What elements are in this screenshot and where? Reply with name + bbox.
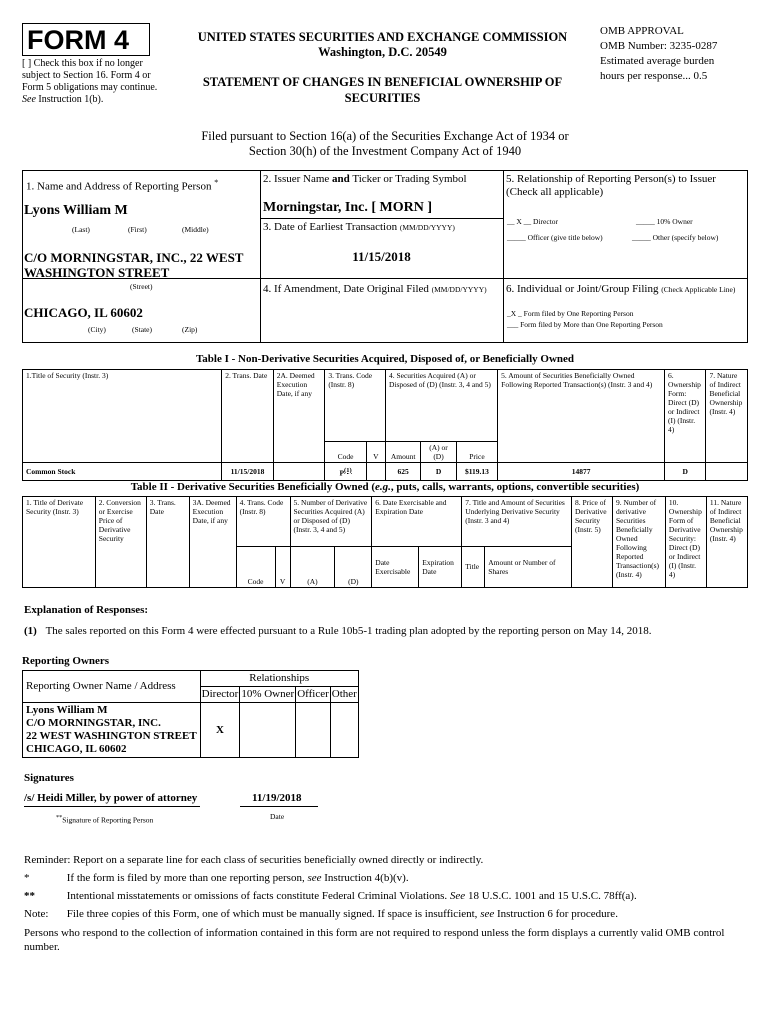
t2-h-date: 3. Trans. Date: [146, 497, 189, 588]
reporting-owners-table: [22, 670, 359, 758]
omb-approval-box: OMB APPROVAL OMB Number: 3235-0287 Estimated average burden hours per response... 0.5: [600, 25, 718, 82]
owner-address: Lyons William M C/O MORNINGSTAR, INC. 22 WEST WASHINGTON STREET CHICAGO, IL 60602: [23, 703, 201, 758]
persons-notice: Persons who respond to the collection of information contained in this form are not required to respond unless the form displays a currently valid OMB control number.: [24, 927, 725, 953]
table1-title: Table I - Non-Derivative Securities Acquired, Disposed of, or Beneficially Owned: [195, 353, 575, 365]
t1-h-title: 1.Title of Security (Instr. 3): [23, 370, 222, 463]
t1-h-form: 6. Ownership Form: Direct (D) or Indirect (I) (Instr. 4): [665, 370, 706, 463]
t2-h-code-sub: Code: [236, 546, 275, 587]
t2-h-nature: 11. Nature of Indirect Beneficial Ownership (Instr. 4): [706, 497, 747, 588]
t2-h-a: (A): [290, 546, 335, 587]
street-address: C/O MORNINGSTAR, INC., 22 WEST WASHINGTON STREET: [24, 250, 244, 280]
ten-pct-owner-checkbox: _____ 10% Owner: [636, 217, 693, 226]
form-title: FORM 4: [27, 25, 130, 55]
t2-h-title: 1. Title of Derivate Security (Instr. 3): [23, 497, 96, 588]
zip-label: (Zip): [182, 325, 198, 334]
t2-h-expiration: Expiration Date: [419, 546, 462, 587]
box3-label: 3. Date of Earliest Transaction (MM/DD/YYYY): [263, 221, 455, 233]
signature-date: 11/19/2018: [252, 792, 302, 804]
multi-person-filing: ___ Form filed by More than One Reporting Person: [507, 320, 663, 329]
relationships-header: Relationships: [200, 671, 358, 687]
t2-h-beneficial: 9. Number of derivative Securities Beneficially Owned Following Reported Transaction(s) (Instr. 4): [612, 497, 665, 588]
table-row: [23, 703, 359, 758]
other-checkbox: _____ Other (specify below): [632, 233, 719, 242]
t1-owned: 14877: [498, 463, 665, 481]
director-mark: X: [200, 703, 240, 758]
t1-trans-date: 11/15/2018: [222, 463, 274, 481]
issuer-name: Morningstar, Inc. [ MORN ]: [263, 200, 433, 215]
statement-title: STATEMENT OF CHANGES IN BENEFICIAL OWNERSHIP OF SECURITIES: [202, 75, 563, 105]
ten-pct-header: 10% Owner: [240, 687, 296, 703]
signature-label: **Signature of Reporting Person: [56, 814, 154, 825]
box4-label: 4. If Amendment, Date Original Filed (MM/DD/YYYY): [263, 283, 487, 295]
t1-h-code-sub: Code: [325, 442, 366, 463]
city-address: CHICAGO, IL 60602: [24, 305, 143, 320]
one-person-filing: _X _ Form filed by One Reporting Person: [507, 309, 634, 318]
street-label: (Street): [130, 282, 153, 291]
form-title-box: [22, 23, 150, 56]
t1-security-title: Common Stock: [23, 463, 222, 481]
t2-h-price: 8. Price of Derivative Security (Instr. 5): [571, 497, 612, 588]
t1-h-date: 2. Trans. Date: [222, 370, 274, 463]
t1-trans-code: $P^{(1)}$: [325, 463, 366, 481]
middle-label: (Middle): [182, 225, 209, 234]
t2-h-code: 4. Trans. Code (Instr. 8): [236, 497, 290, 547]
t1-h-deemed: 2A. Deemed Execution Date, if any: [273, 370, 325, 463]
t2-h-v: V: [275, 546, 290, 587]
signatures-heading: Signatures: [24, 772, 74, 784]
city-label: (City): [88, 325, 106, 334]
explanation-heading: Explanation of Responses:: [24, 604, 149, 616]
t1-form: D: [665, 463, 706, 481]
double-star-note: ** Intentional misstatements or omissions of facts constitute Federal Criminal Violations. See 18 U.S.C. 1001 and 15 U.S.C. 78ff(a).: [24, 890, 637, 902]
officer-header: Officer: [296, 687, 331, 703]
t1-h-price: Price: [456, 442, 497, 463]
t2-h-deemed: 3A. Deemed Execution Date, if any: [189, 497, 236, 588]
state-label: (State): [132, 325, 152, 334]
reporting-owners-heading: Reporting Owners: [22, 655, 110, 667]
t1-h-aord: (A) or (D): [421, 442, 456, 463]
t1-h-owned: 5. Amount of Securities Beneficially Owned Following Reported Transaction(s) (Instr. 3 and 4): [498, 370, 665, 463]
star-note: * If the form is filed by more than one reporting person, see Instruction 4(b)(v).: [24, 872, 409, 884]
earliest-transaction-date: 11/15/2018: [352, 249, 411, 264]
table-row: [23, 463, 748, 481]
box2-label: 2. Issuer Name and Ticker or Trading Symbol: [263, 173, 467, 185]
officer-checkbox: _____ Officer (give title below): [507, 233, 603, 242]
footnote-1: (1) The sales reported on this Form 4 were effected pursuant to a Rule 10b5-1 trading plan adopted by the reporting person on May 14, 2018.: [24, 625, 652, 637]
agency-name: UNITED STATES SECURITIES AND EXCHANGE COMMISSION Washington, D.C. 20549: [197, 30, 568, 59]
box5-label: 5. Relationship of Reporting Person(s) to Issuer (Check all applicable): [506, 173, 716, 198]
footnote-link[interactable]: (1): [344, 466, 352, 474]
t2-h-date-exercisable: Date Exercisable: [372, 546, 419, 587]
note: Note: File three copies of this Form, one of which must be manually signed. If space is insufficient, see Instruction 6 for procedure.: [24, 908, 618, 920]
t1-h-v: V: [366, 442, 385, 463]
t2-h-form: 10. Ownership Form of Derivative Security: Direct (D) or Indirect (I) (Instr. 4): [665, 497, 706, 588]
table1: [22, 369, 748, 481]
box6-label: 6. Individual or Joint/Group Filing (Check Applicable Line): [506, 283, 736, 295]
last-label: (Last): [72, 225, 90, 234]
first-label: (First): [128, 225, 147, 234]
other-header: Other: [330, 687, 358, 703]
t1-amount: 625: [385, 463, 420, 481]
t1-h-code: 3. Trans. Code (Instr. 8): [325, 370, 386, 442]
owner-name-header: Reporting Owner Name / Address: [23, 671, 201, 703]
t2-h-underlying: 7. Title and Amount of Securities Underlying Derivative Security (Instr. 3 and 4): [462, 497, 572, 547]
director-checkbox: __ X __ Director: [507, 217, 559, 226]
filed-pursuant: Filed pursuant to Section 16(a) of the Securities Exchange Act of 1934 or Section 30(h) of the Investment Company Act of 1940: [201, 129, 569, 158]
date-label: Date: [270, 812, 285, 821]
t1-aord: D: [421, 463, 456, 481]
signer-name: /s/ Heidi Miller, by power of attorney: [24, 792, 198, 804]
box1-label: 1. Name and Address of Reporting Person *: [26, 178, 219, 193]
t1-h-amount: Amount: [385, 442, 420, 463]
t2-h-number: 5. Number of Derivative Securities Acquired (A) or Disposed of (D) (Instr. 3, 4 and 5): [290, 497, 372, 547]
t1-h-nature: 7. Nature of Indirect Beneficial Ownership (Instr. 4): [706, 370, 748, 463]
table2: [22, 496, 748, 588]
t2-h-underlying-title: Title: [462, 546, 485, 587]
director-header: Director: [200, 687, 240, 703]
t2-h-d: (D): [335, 546, 372, 587]
reminder: Reminder: Report on a separate line for each class of securities beneficially owned directly or indirectly.: [24, 854, 484, 866]
checkbox-note: [ ] Check this box if no longer subject to Section 16. Form 4 or Form 5 obligations may continue. See Instruction 1(b).: [22, 58, 158, 105]
reporting-person-name: Lyons William M: [24, 203, 128, 218]
t2-h-conversion: 2. Conversion or Exercise Price of Derivative Security: [95, 497, 146, 588]
t1-h-acquired: 4. Securities Acquired (A) or Disposed of (D) (Instr. 3, 4 and 5): [385, 370, 497, 442]
table2-title: Table II - Derivative Securities Beneficially Owned (e.g., puts, calls, warrants, options, convertible securities): [130, 481, 640, 493]
t1-price: $119.13: [456, 463, 497, 481]
t2-h-underlying-amount: Amount or Number of Shares: [485, 546, 572, 587]
t2-h-exercisable: 6. Date Exercisable and Expiration Date: [372, 497, 462, 547]
